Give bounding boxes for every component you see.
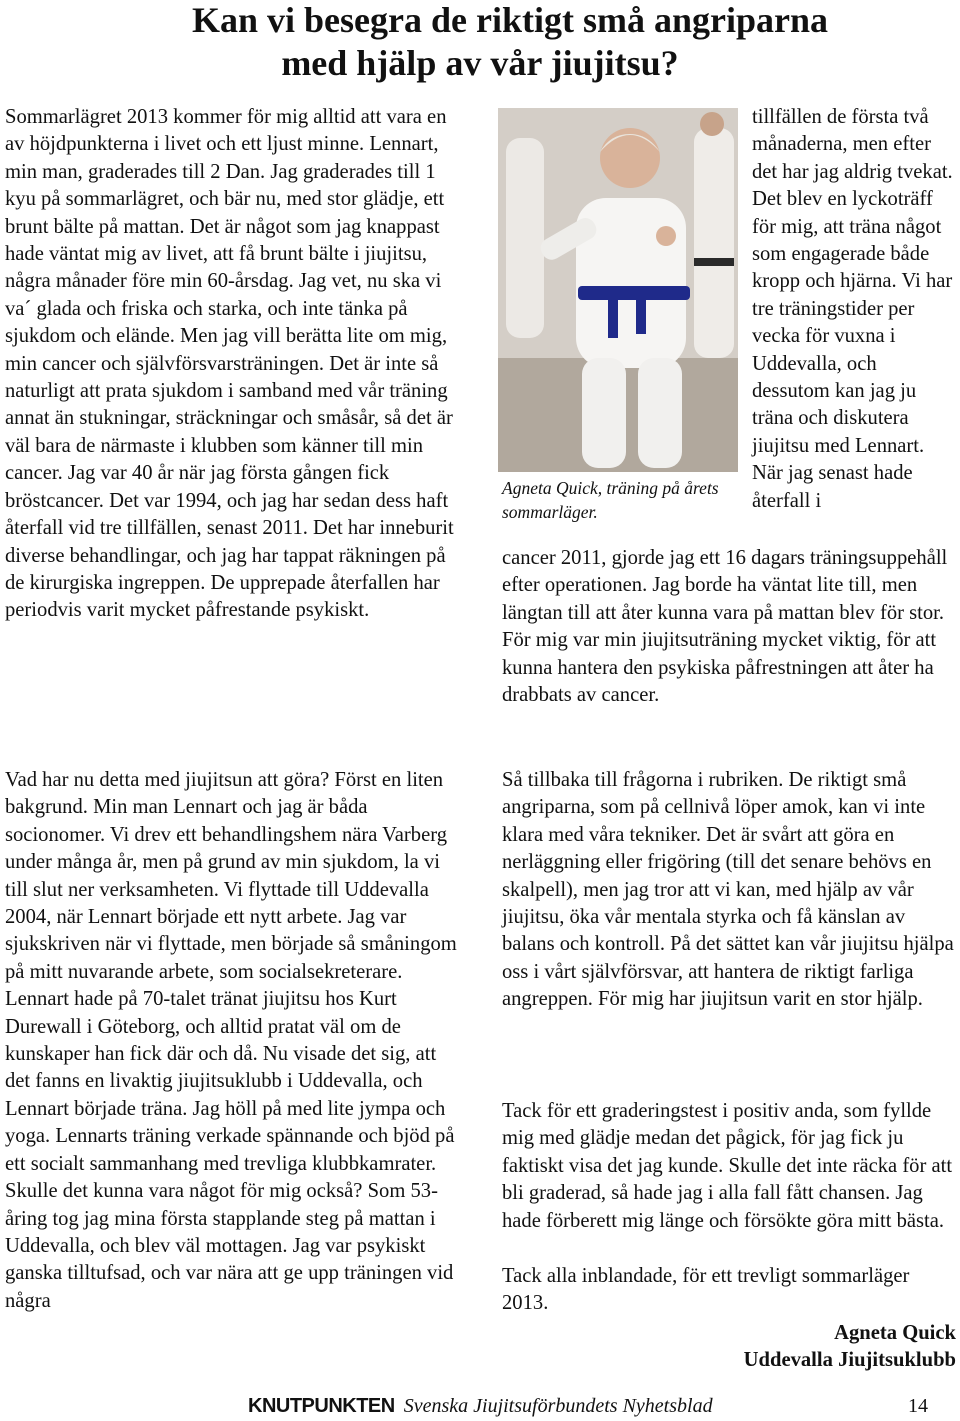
footer-subtitle: Svenska Jiujitsuförbundets Nyhetsblad: [403, 1395, 713, 1417]
footer-brand: KNUTPUNKTEN: [248, 1395, 395, 1417]
article-title: [0, 0, 960, 84]
photo-judoka-illustration: [498, 108, 738, 472]
right-column-narrow: [752, 104, 957, 515]
signature: [744, 1320, 956, 1375]
paragraph-background: Vad har nu detta med jiujitsun att göra? Först en liten bakgrund. Min man Lennart och jag är båda socionomer. Vi drev ett behandlingshem nära Varberg under många år, men på grund av min sjukdom, la vi till slut ner verksamheten. Vi flyttade till Uddevalla 2004, när Lennart började ett nytt arbete. Jag var sjukskriven när vi flyttade, men började så småningom på mitt nuvarande arbete, som socialsekreterare. Lennart hade på 70-talet tränat jiujitsu hos Kurt Durewall i Göteborg, och alltid pratat väl om de kunskaper han fick där och då. Nu visade det sig, att det fanns en livaktig jiujitsuklubb i Uddevalla, och Lennart började träna. Jag höll på med lite jympa och yoga. Lennarts träning verkade spännande och bjöd på ett socialt sammanhang med trevliga klubbkamrater. Skulle det kunna vara något för mig också? Som 53-åring tog jag mina första stapplande steg på mattan i Uddevalla, och blev väl mottagen. Jag var psykiskt ganska tilltufsad, och var nära att ge upp träningen vid några: [5, 769, 457, 1312]
right-column-answer: [502, 767, 957, 1014]
paragraph-answer: Så tillbaka till frågorna i rubriken. De riktigt små angriparna, som på cellnivå löper amok, kan vi inte klara med våra tekniker. Det är svårt att göra en nerläggning eller frigöring (till det senare behövs en skalpell), men jag tror att vi kan, med hjälp av vår jiujitsu, öka vår mentala styrka och få känslan av balans och kontroll. På det sättet kan vår jiujitsu hjälpa oss i vårt självförsvar, att hantera de riktigt farliga angreppen. För mig har jiujitsun varit en stor hjälp.: [502, 769, 954, 1011]
right-column-wide: [502, 545, 957, 709]
article-title-line-1: Kan vi besegra de riktigt små angriparna: [192, 0, 828, 40]
paragraph-thanks: Tack för ett graderingstest i positiv anda, som fyllde mig med glädje medan det pågick, för jag fick ju faktiskt visa det jag kunde. Skulle det inte räcka för att bli graderad, så hade jag i alla fall fått chansen. Jag hade förberett mig länge och försökte göra mitt bästa.: [502, 1100, 953, 1232]
paragraph-final-thanks: Tack alla inblandade, för ett trevligt sommarläger 2013.: [502, 1265, 910, 1315]
photo-caption: Agneta Quick, träning på årets sommarläger.: [502, 478, 719, 522]
left-column-top: [5, 104, 457, 625]
left-column-bottom: [5, 767, 457, 1315]
signature-club: Uddevalla Jiujitsuklubb: [743, 1349, 956, 1372]
paragraph-cancer-2011: cancer 2011, gjorde jag ett 16 dagars träningsuppehåll efter operationen. Jag borde ha väntat lite till, men längtan till att åter kunna vara på mattan blev för stor. För mig var min jiujitsuträning mycket viktig, för att kunna hantera den psykiska påfrestningen att åter ha drabbats av cancer.: [502, 547, 948, 707]
article-title-line-2: med hjälp av vår jiujitsu?: [281, 43, 679, 83]
right-column-final-thanks: [502, 1263, 957, 1318]
signature-name: Agneta Quick: [834, 1322, 956, 1344]
paragraph-continued: tillfällen de första två månaderna, men efter det har jag aldrig tvekat. Det blev en lyckoträff för mig, att träna något som engagerade både kropp och hjärna. Vi har tre träningstider per vecka för vuxna i Uddevalla, och dessutom kan jag ju träna och diskutera jiujitsu med Lennart. När jag senast hade återfall i: [752, 106, 953, 512]
right-column-thanks: [502, 1098, 957, 1235]
footer: [248, 1393, 713, 1419]
article-photo: [498, 108, 738, 472]
paragraph-intro: Sommarlägret 2013 kommer för mig alltid att vara en av höjdpunkterna i livet och ett ljust minne. Lennart, min man, graderades till 2 Dan. Jag graderades till 1 kyu på sommarlägret, och bär nu, med stor glädje, ett brunt bälte på mattan. Det är något som jag knappast hade väntat mig av livet, att få brunt bälte i jiujitsu, några månader före min 60-årsdag. Jag vet, nu ska vi va´ glada och friska och starka, och inte tänka på sjukdom och elände. Men jag vill berätta lite om mig, min cancer och självförsvarsträningen. Det är inte så naturligt att prata sjukdom i samband med vår träning annat än stukningar, sträckningar och småsår, så det är väl bara de närmaste i klubben som känner till min cancer. Jag var 40 år när jag första gången fick bröstcancer. Det var 1994, och jag har sedan dess haft återfall vid tre tillfällen, senast 2011. Det har inneburit diverse behandlingar, och jag har tappat räkningen på de kirurgiska ingreppen. De upprepade återfallen har periodvis varit mycket påfrestande psykiskt.: [5, 106, 454, 622]
page-number: 14: [908, 1395, 928, 1417]
